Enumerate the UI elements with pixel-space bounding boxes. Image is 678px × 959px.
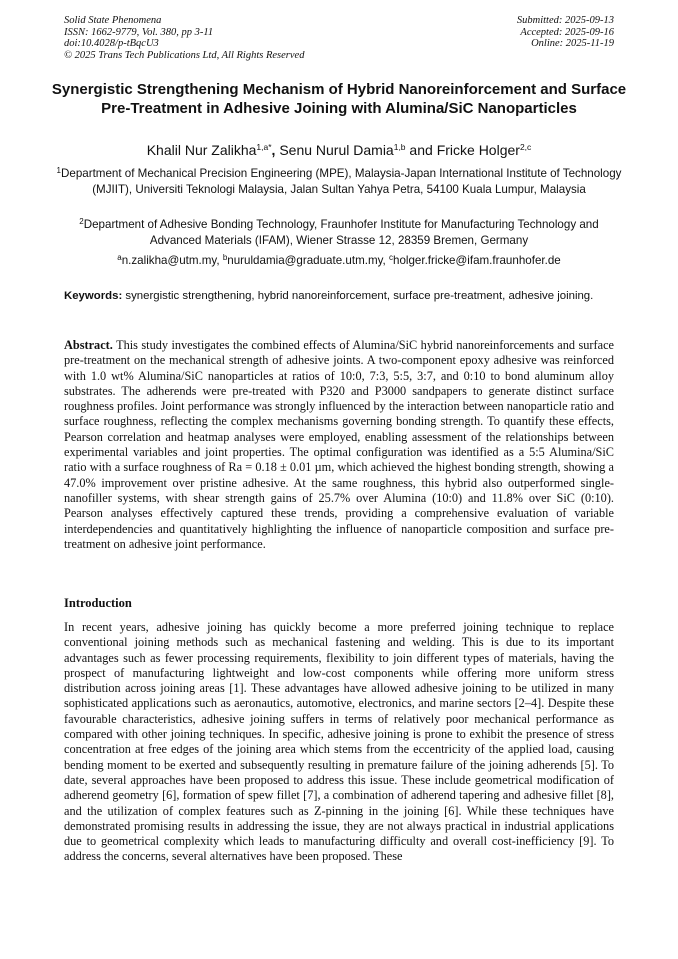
affiliation-marker: 2 (79, 217, 84, 226)
abstract-text: This study investigates the combined effects of Alumina/SiC hybrid nanoreinforcements and surface pre-treatment on the mechanical strength of adhesive joints. A two-component epoxy adhesive was reinforced with 1.0 wt% Alumina/SiC nanoparticles at ratios of 10:0, 7:3, 5:5, 3:7, and 0:10 to bond aluminum alloy substrates. The adherends were pre-treated with P320 and P3000 sandpapers to generate distinct surface roughness profiles. Joint performance was strongly influenced by the interaction between nanoparticle ratio and surface roughness, reflecting the complex mechanisms governing bonding strength. To quantify these effects, Pearson correlation and heatmap analyses were employed, enabling assessment of the relationships between experimental variables and joint properties. The optimal configuration was identified as a 5:5 Alumina/SiC ratio with a surface roughness of Ra = 0.18 ± 0.01 µm, which achieved the highest bonding strength, showing a 47.0% improvement over pristine adhesive. At the same roughness, this hybrid also outperformed single-nanofiller systems, with shear strength gains of 25.7% over Alumina (10:0) and 11.8% over SiC (0:10). Pearson analyses effectively captured these trends, providing a comprehensive evaluation of variable interdependencies and quantitatively highlighting the influence of nanoparticle composition and surface pre-treatment on adhesive joint performance. (64, 338, 614, 551)
author-separator: and (405, 142, 437, 158)
affiliation-text: Department of Mechanical Precision Engineering (MPE), Malaysia-Japan International Institute of Technology (MJIIT), Universiti Teknologi Malaysia, Jalan Sultan Yahya Petra, 54100 Kuala Lumpur, Malaysia (61, 167, 622, 196)
author-affiliation-marker: 2,c (519, 142, 532, 152)
author-separator: , (271, 142, 280, 158)
author-emails: $^a$n.zalikha@utm.my, $^b$nuruldamia@graduate.utm.my, $^c$holger.fricke@ifam.fraunhofer.de (117, 253, 561, 267)
author-name: Khalil Nur Zalikha (146, 142, 257, 158)
email-link[interactable]: n.zalikha@utm.my (121, 254, 217, 267)
submitted-date: Submitted: 2025-09-13 (516, 15, 614, 26)
author-name: Fricke Holger (436, 142, 520, 158)
article-doi[interactable]: doi:10.4028/p-tBqcU3 (64, 38, 159, 49)
abstract-section (64, 338, 614, 552)
keywords-label: Keywords: (64, 290, 123, 302)
author-affiliation-marker: 1,b (393, 142, 406, 152)
author-name: Senu Nurul Damia (279, 142, 394, 158)
affiliation-1 (56, 166, 622, 197)
affiliation-text: Department of Adhesive Bonding Technology, Fraunhofer Institute for Manufacturing Technology and Advanced Materials (IFAM), Wiener Strasse 12, 28359 Bremen, Germany (83, 218, 599, 247)
email-marker: a (117, 253, 122, 262)
keywords-text: synergistic strengthening, hybrid nanoreinforcement, surface pre-treatment, adhesive joining. (125, 290, 594, 302)
abstract-label: Abstract. (64, 338, 113, 352)
author-affiliation-marker: 1,a* (256, 142, 272, 152)
author-list (40, 141, 638, 159)
paper-title: Synergistic Strengthening Mechanism of Hybrid Nanoreinforcement and Surface Pre-Treatment in Adhesive Joining with Alumina/SiC Nanoparticles (51, 81, 627, 117)
introduction-heading: Introduction (64, 596, 132, 610)
accepted-date: Accepted: 2025-09-16 (520, 26, 614, 38)
email-marker: b (222, 253, 228, 262)
affiliation-2 (56, 217, 622, 248)
email-link[interactable]: holger.fricke@ifam.fraunhofer.de (393, 254, 561, 267)
email-marker: c (389, 253, 393, 262)
introduction-paragraph: In recent years, adhesive joining has quickly become a more preferred joining technique to replace conventional joining methods such as mechanical fastening and welding. This is due to its important advantages such as fewer processing requirements, flexibility to join different types of materials, having the prospect of manufacturing lightweight and low-cost components while offering more uniform stress distribution across joining areas [1]. These advantages have allowed adhesive joining to be utilized in many sophisticated applications such as aeronautics, automotive, electronics, and marine sectors [2–4]. Despite these favourable characteristics, adhesive joining suffers in terms of relatively poor mechanical performance as compared with other joining techniques. In specific, adhesive joining is prone to exhibit the presence of stress concentration at free edges of the joining area which stems from the eccentricity of the applied load, causing bending moment to be exerted and subsequently resulting in premature failure of the joining adherends [5]. To date, several approaches have been proposed to address this issue. These include geometrical modification of adherend geometry [6], formation of spew fillet [7], a combination of adherend tapering and adhesive fillet [8], and the utilization of complex features such as Z-pinning in the joining [6]. While these techniques have demonstrated promising results in addressing the issue, they are not always practical in industrial applications due to geometrical complexity which leads to manufacturing difficulty and overall cost-inefficiency [9]. To address the concerns, several alternatives have been proposed. These (64, 620, 614, 864)
journal-name: Solid State Phenomena (64, 15, 162, 26)
copyright-notice: © 2025 Trans Tech Publications Ltd, All Rights Reserved (64, 49, 305, 61)
affiliation-marker: 1 (56, 166, 61, 175)
journal-header-left (64, 15, 304, 61)
journal-header-right (517, 15, 614, 50)
online-date: Online: 2025-11-19 (531, 38, 614, 49)
journal-issn: ISSN: 1662-9779, Vol. 380, pp 3-11 (64, 26, 214, 38)
email-link[interactable]: nuruldamia@graduate.utm.my (227, 254, 383, 267)
keywords-section (64, 289, 614, 304)
